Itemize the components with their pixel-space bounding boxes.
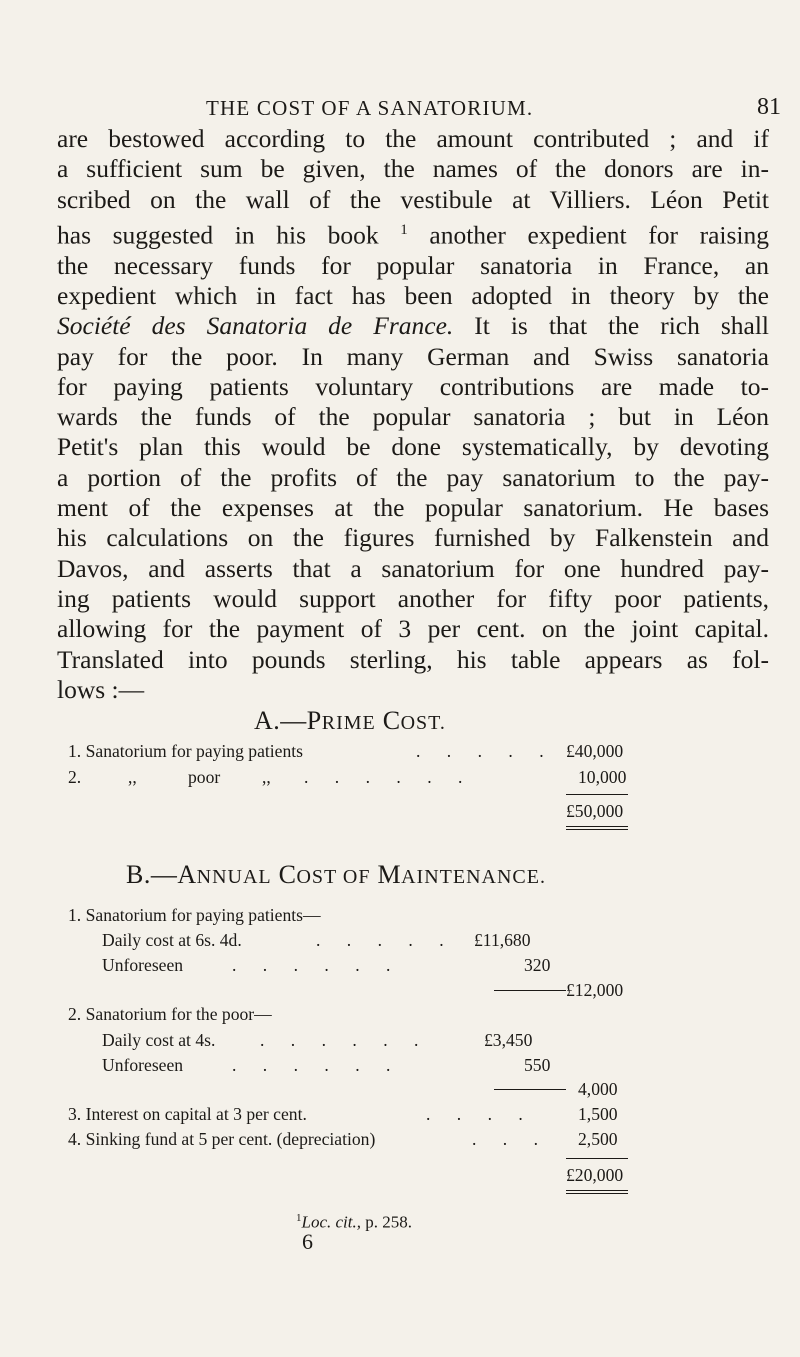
annual-item-label: Unforeseen (102, 955, 184, 975)
text-line: lows :— (57, 674, 145, 704)
leader-dots: . . . . . . (232, 955, 402, 975)
footnote-marker: 1 (400, 221, 408, 238)
heading-part: M (377, 860, 402, 889)
leader-dots: . . . . . . (304, 767, 474, 787)
text-line: ing patients would support another for fifty poor patients, (57, 583, 769, 613)
annual-item-value: 320 (524, 955, 551, 975)
annual-item-title: 2. Sanatorium for the poor— (68, 1004, 272, 1024)
annual-cost-heading (126, 860, 546, 890)
annual-cost-total: £20,000 (566, 1165, 624, 1185)
text-line: Translated into pounds sterling, his table appears as fol- (57, 644, 769, 674)
double-rule (566, 829, 628, 830)
leader-dots: . . . (472, 1129, 549, 1149)
leader-dots: . . . . . (416, 741, 555, 761)
text-line: wards the funds of the popular sanatoria ; but in Léon (57, 402, 769, 432)
annual-subtotal: £12,000 (566, 980, 624, 1000)
leader-dots: . . . . . . (260, 1030, 430, 1050)
prime-cost-row-label: poor (188, 767, 221, 787)
annual-item-value: £11,680 (474, 930, 531, 950)
text-line: expedient which in fact has been adopted in theory by the (57, 280, 769, 310)
annual-item-label: Daily cost at 4s. (102, 1030, 216, 1050)
annual-item-title: 3. Interest on capital at 3 per cent. (68, 1104, 307, 1124)
prime-cost-total: £50,000 (566, 801, 624, 821)
text-line: scribed on the wall of the vestibule at Villiers. Léon Petit (57, 184, 769, 214)
annual-item-value: 2,500 (578, 1129, 618, 1149)
heading-part: NNUAL (196, 866, 272, 888)
heading-part: C (278, 860, 297, 889)
body-paragraph (57, 124, 769, 705)
annual-item-value: £3,450 (484, 1030, 533, 1050)
double-rule (566, 1190, 628, 1191)
annual-item-title: 4. Sinking fund at 5 per cent. (depreciation) (68, 1129, 376, 1149)
text-line (57, 215, 769, 251)
heading-part: A.—P (254, 706, 322, 735)
text-line: the necessary funds for popular sanatoria in France, an (57, 250, 769, 280)
text-line: his calculations on the figures furnished by Falkenstein and (57, 523, 769, 553)
text-fragment: has suggested in his book (57, 220, 379, 250)
text-line: pay for the poor. In many German and Swiss sanatoria (57, 341, 769, 371)
heading-part: OST. (400, 712, 446, 734)
sum-rule (566, 794, 628, 795)
ditto-mark: ,, (262, 767, 271, 787)
text-line (57, 311, 769, 341)
sum-rule (494, 990, 566, 991)
text-line: allowing for the payment of 3 per cent. on the joint capital. (57, 614, 769, 644)
leader-dots: . . . . . (316, 930, 455, 950)
signature-mark: 6 (302, 1229, 313, 1254)
annual-item-label: Daily cost at 6s. 4d. (102, 930, 242, 950)
text-line: are bestowed according to the amount contributed ; and if (57, 124, 769, 153)
text-line: a portion of the profits of the pay sanatorium to the pay- (57, 462, 769, 492)
text-line: Petit's plan this would be done systematically, by devoting (57, 432, 769, 462)
society-name: Société des Sanatoria de France. (57, 311, 454, 341)
annual-item-value: 1,500 (578, 1104, 618, 1124)
double-rule (566, 826, 628, 827)
heading-part: RIME (321, 712, 376, 734)
text-line: ment of the expenses at the popular sanatorium. He bases (57, 493, 769, 523)
ditto-mark: ,, (128, 767, 137, 787)
heading-part: AINTENANCE. (401, 866, 546, 888)
heading-part: C (382, 706, 401, 735)
heading-part: OST OF (296, 866, 371, 888)
page-number: 81 (757, 94, 781, 120)
annual-item-title: 1. Sanatorium for paying patients— (68, 905, 321, 925)
annual-item-value: 550 (524, 1055, 551, 1075)
prime-cost-row-label: 1. Sanatorium for paying patients (68, 741, 304, 761)
prime-cost-row-value: 10,000 (578, 767, 627, 787)
text-fragment: It is that the rich shall (474, 311, 770, 341)
prime-cost-heading (254, 706, 446, 736)
text-line: a sufficient sum be given, the names of the donors are in- (57, 154, 769, 184)
footnote-text: p. 258. (365, 1212, 412, 1232)
sum-rule (494, 1089, 566, 1090)
sum-rule (566, 1158, 628, 1159)
leader-dots: . . . . . . (232, 1055, 402, 1075)
annual-item-label: Unforeseen (102, 1055, 184, 1075)
footnote (296, 1212, 412, 1233)
prime-cost-row-number: 2. (68, 767, 82, 787)
heading-part: B.—A (126, 860, 197, 889)
prime-cost-row-value: £40,000 (566, 741, 624, 761)
footnote-marker: 1 (296, 1212, 302, 1224)
text-line: Davos, and asserts that a sanatorium for one hundred pay- (57, 553, 769, 583)
footnote-citation: Loc. cit., (301, 1212, 361, 1232)
double-rule (566, 1193, 628, 1194)
text-fragment: another expedient for raising (429, 220, 769, 250)
annual-subtotal: 4,000 (578, 1079, 618, 1099)
leader-dots: . . . . (426, 1104, 534, 1124)
text-line: for paying patients voluntary contributions are made to- (57, 371, 769, 401)
running-title: THE COST OF A SANATORIUM. (206, 96, 534, 120)
